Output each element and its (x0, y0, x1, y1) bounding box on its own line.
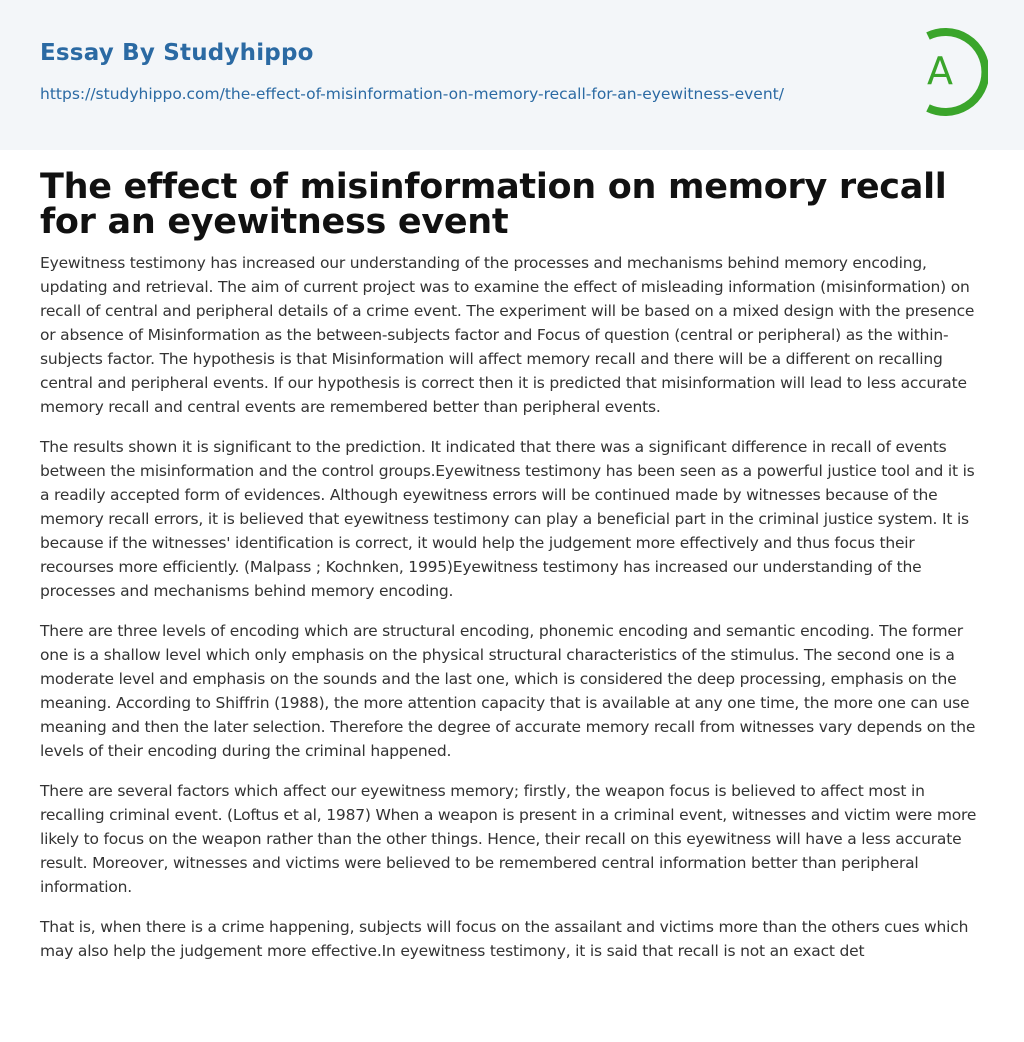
studyhippo-logo-icon[interactable] (908, 28, 988, 116)
site-header (0, 0, 1024, 150)
logo-letter: A (927, 49, 953, 93)
paragraph-4: There are several factors which affect our eyewitness memory; firstly, the weapon focus is believed to affect most in recalling criminal event. (Loftus et al, 1987) When a weapon is present in a criminal event, witnesses and victim were more likely to focus on the weapon rather than the other things. Hence, their recall on this eyewitness will have a less accurate result. Moreover, witnesses and victims were believed to be remembered central information better than peripheral information. (40, 782, 977, 896)
paragraph-1: Eyewitness testimony has increased our understanding of the processes and mechanisms behind memory encoding, updating and retrieval. The aim of current project was to examine the effect of misleading information (misinformation) on recall of central and peripheral details of a crime event. The experiment will be based on a mixed design with the presence or absence of Misinformation as the between-subjects factor and Focus of question (central or peripheral) as the within-subjects factor. The hypothesis is that Misinformation will affect memory recall and there will be a different on recalling central and peripheral events. If our hypothesis is correct then it is predicted that misinformation will lead to less accurate memory recall and central events are remembered better than peripheral events. (40, 254, 975, 416)
paragraph-2: The results shown it is significant to the prediction. It indicated that there was a significant difference in recall of events between the misinformation and the control groups.Eyewitness testimony has been seen as a powerful justice tool and it is a readily accepted form of evidences. Although eyewitness errors will be continued made by witnesses because of the memory recall errors, it is believed that eyewitness testimony can play a beneficial part in the criminal justice system. It is because if the witnesses' identification is correct, it would help the judgement more effectively and thus focus their recourses more efficiently. (Malpass ; Kochnken, 1995)Eyewitness testimony has increased our understanding of the processes and mechanisms behind memory encoding. (40, 438, 975, 600)
article-title: The effect of misinformation on memory recall for an eyewitness event (40, 167, 947, 242)
paragraph-3: There are three levels of encoding which are structural encoding, phonemic encoding and semantic encoding. The former one is a shallow level which only emphasis on the physical structural characteristics of the stimulus. The second one is a moderate level and emphasis on the sounds and the last one, which is considered the deep processing, emphasis on the meaning. According to Shiffrin (1988), the more attention capacity that is available at any one time, the more one can use meaning and then the later selection. Therefore the degree of accurate memory recall from witnesses vary depends on the levels of their encoding during the criminal happened. (40, 622, 976, 760)
paragraph-5: That is, when there is a crime happening, subjects will focus on the assailant and victims more than the others cues which may also help the judgement more effective.In eyewitness testimony, it is said that recall is not an exact det (40, 918, 969, 960)
article (40, 167, 986, 963)
article-url[interactable]: https://studyhippo.com/the-effect-of-misinformation-on-memory-recall-for-an-eyewitness-event/ (40, 85, 784, 103)
brand-title[interactable]: Essay By Studyhippo (40, 40, 314, 66)
